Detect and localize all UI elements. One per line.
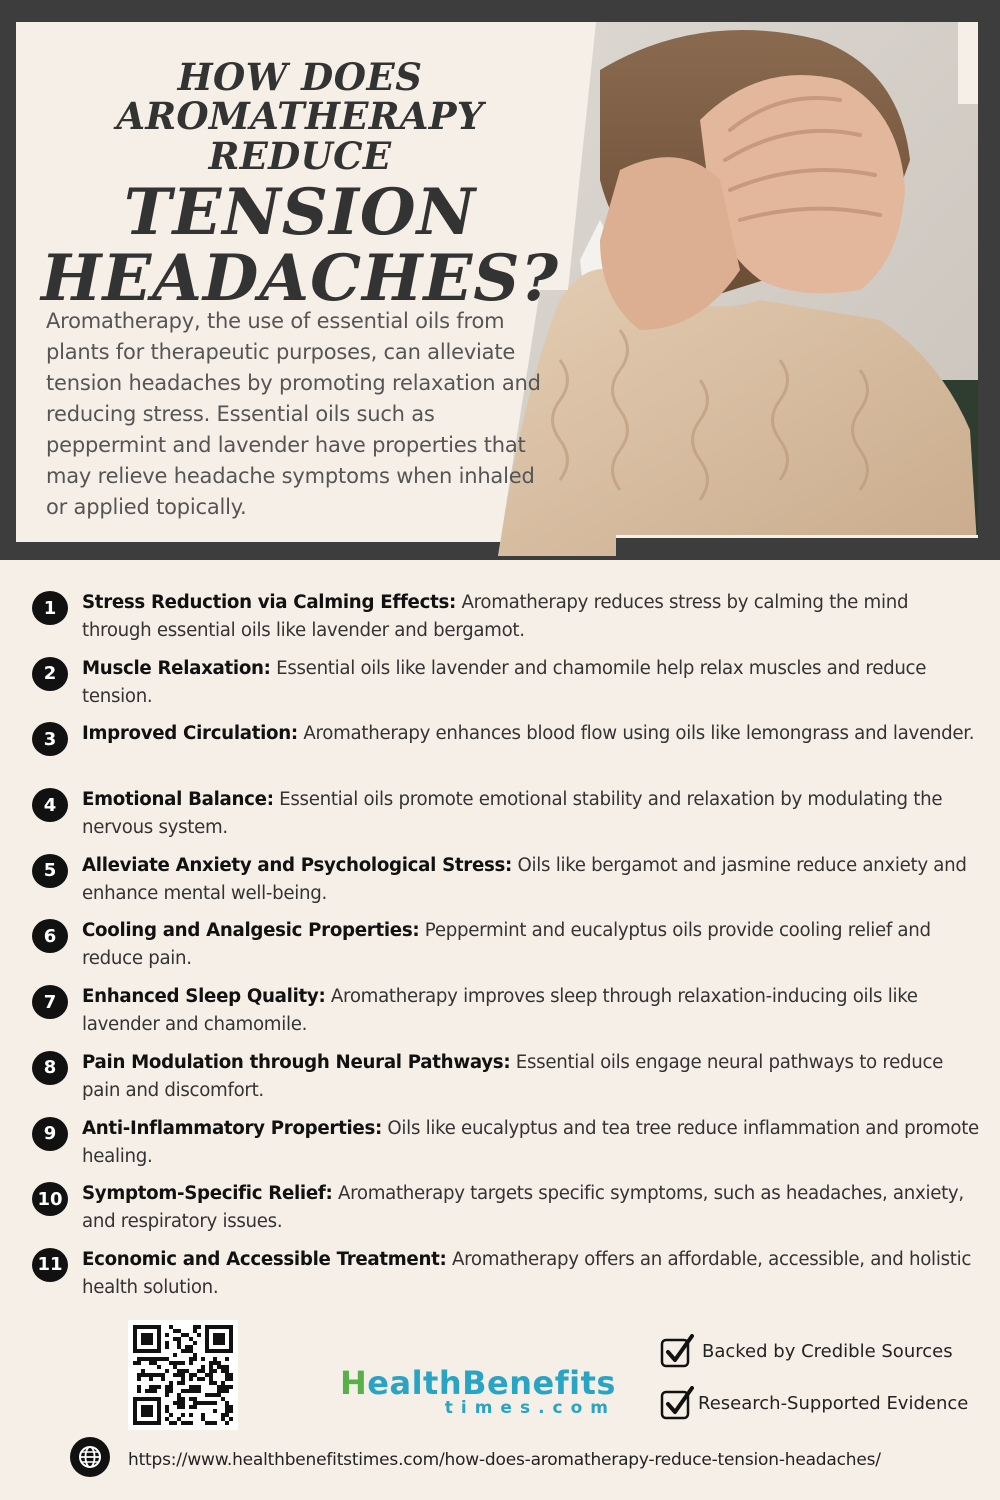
qr-code-icon (133, 1325, 233, 1425)
logo-subtitle: times.com (444, 1398, 616, 1418)
list-item (32, 917, 982, 983)
number-badge: 9 (32, 1117, 68, 1151)
item-title: Muscle Relaxation: (82, 657, 271, 679)
list-item (32, 655, 982, 721)
page-title (30, 55, 570, 316)
header-dark-strip (616, 538, 978, 558)
item-title: Pain Modulation through Neural Pathways: (82, 1051, 511, 1073)
number-badge: 7 (32, 985, 68, 1019)
item-description: Peppermint and eucalyptus oils provide cooling relief and reduce pain. (82, 920, 931, 970)
item-title: Economic and Accessible Treatment: (82, 1248, 447, 1270)
item-title: Symptom-Specific Relief: (82, 1183, 333, 1205)
number-badge: 6 (32, 919, 68, 953)
globe-icon (70, 1437, 110, 1477)
intro-paragraph: Aromatherapy, the use of essential oils from plants for therapeutic purposes, can alleviate tension headaches by promoting relaxation and reducing stress. Essential oils such as peppermint and lavender have properties that may relieve headache symptoms when inhaled or applied topically. (46, 309, 541, 519)
number-badge: 1 (32, 591, 68, 625)
credible-sources-badge (660, 1334, 953, 1368)
list-item (32, 1180, 982, 1246)
list-item (32, 1049, 982, 1115)
item-title: Improved Circulation: (82, 723, 298, 745)
item-title: Enhanced Sleep Quality: (82, 986, 326, 1008)
logo-benefits: Benefits (462, 1364, 616, 1402)
number-badge: 4 (32, 788, 68, 822)
logo-h: H (340, 1364, 368, 1402)
article-url-link[interactable]: https://www.healthbenefitstimes.com/how-does-aromatherapy-reduce-tension-headaches/ (128, 1450, 881, 1470)
item-description: Essential oils engage neural pathways to reduce pain and discomfort. (82, 1051, 944, 1101)
list-item (32, 983, 982, 1049)
list-item (32, 852, 982, 918)
checkbox-checked-icon (660, 1386, 694, 1420)
item-description: Aromatherapy improves sleep through relaxation-inducing oils like lavender and chamomile. (82, 986, 918, 1036)
number-badge: 11 (32, 1248, 68, 1282)
item-description: Essential oils like lavender and chamomile help relax muscles and reduce tension. (82, 657, 927, 707)
list-item (32, 720, 982, 786)
item-description: Aromatherapy enhances blood flow using oils like lemongrass and lavender. (297, 723, 975, 745)
number-badge: 10 (32, 1182, 68, 1216)
item-description: Essential oils promote emotional stability and relaxation by modulating the nervous system. (82, 789, 943, 839)
globe-glyph (77, 1444, 103, 1470)
list-item (32, 786, 982, 852)
list-item (32, 589, 982, 655)
logo-ealth: ealth (367, 1364, 463, 1402)
research-evidence-label: Research-Supported Evidence (698, 1392, 969, 1414)
item-title: Alleviate Anxiety and Psychological Stress: (82, 854, 513, 876)
number-badge: 2 (32, 657, 68, 691)
number-badge: 8 (32, 1051, 68, 1085)
title-line-2: AROMATHERAPY REDUCE (116, 94, 484, 178)
number-badge: 5 (32, 854, 68, 888)
item-title: Emotional Balance: (82, 789, 274, 811)
health-benefits-times-logo[interactable] (340, 1365, 620, 1417)
item-title: Anti-Inflammatory Properties: (82, 1117, 382, 1139)
checkbox-checked-icon (660, 1334, 694, 1368)
qr-code[interactable] (128, 1320, 238, 1430)
credible-sources-label: Backed by Credible Sources (702, 1340, 953, 1362)
item-description: Aromatherapy reduces stress by calming the mind through essential oils like lavender and bergamot. (82, 592, 909, 641)
item-description: Oils like bergamot and jasmine reduce anxiety and enhance mental well-being. (82, 854, 967, 904)
item-description: Aromatherapy offers an affordable, accessible, and holistic health solution. (82, 1248, 972, 1298)
list-item (32, 1246, 982, 1312)
title-line-4: HEADACHES? (41, 241, 559, 316)
item-description: Aromatherapy targets specific symptoms, such as headaches, anxiety, and respiratory issues. (82, 1183, 964, 1233)
item-description: Oils like eucalyptus and tea tree reduce inflammation and promote healing. (82, 1117, 979, 1167)
list-item (32, 1115, 982, 1181)
item-title: Stress Reduction via Calming Effects: (82, 592, 456, 613)
item-title: Cooling and Analgesic Properties: (82, 920, 420, 942)
title-line-1: HOW DOES (177, 55, 423, 99)
number-badge: 3 (32, 722, 68, 756)
research-evidence-badge (660, 1386, 968, 1420)
title-line-3: TENSION (123, 175, 477, 250)
benefits-list (32, 589, 982, 1312)
